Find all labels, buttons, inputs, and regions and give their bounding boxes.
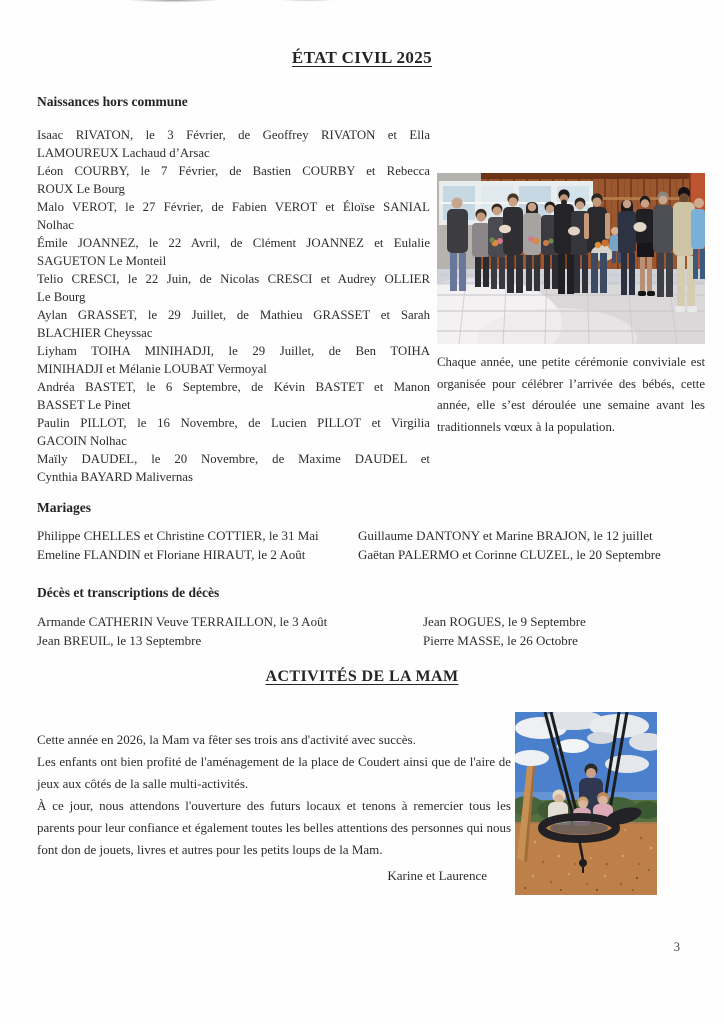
mam-paragraph: À ce jour, nous attendons l'ouverture des futurs locaux et tenons à remercier tous les parents pour leur confiance et également toutes les belles attentions des personnes qui nous font don de jouets, livres et autres pour les petits loups de la Mam.	[37, 798, 511, 857]
mam-section-title	[0, 668, 724, 686]
birth-entry	[37, 270, 430, 306]
birth-entry-line: Maïly DAUDEL, le 20 Novembre, de Maxime DAUDEL et	[37, 452, 430, 466]
ceremony-photo	[437, 173, 705, 344]
birth-entry	[37, 162, 430, 198]
deaths-left-column	[37, 613, 327, 650]
birth-entry-line: Andréa BASTET, le 6 Septembre, de Kévin BASTET et Manon	[37, 380, 430, 394]
marriage-entry: Philippe CHELLES et Christine COTTIER, le 31 Mai	[37, 528, 319, 543]
birth-entry-line: GACOIN Nolhac	[37, 434, 127, 448]
birth-entry-line: Aylan GRASSET, le 29 Juillet, de Mathieu GRASSET et Sarah	[37, 308, 430, 322]
deaths-right-column	[423, 613, 586, 650]
birth-entry-line: Paulin PILLOT, le 16 Novembre, de Lucien PILLOT et Virgilia	[37, 416, 430, 430]
birth-entry-line: Cynthia BAYARD Malivernas	[37, 470, 193, 484]
mam-paragraph: Cette année en 2026, la Mam va fêter ses trois ans d'activité avec succès.	[37, 732, 416, 747]
scan-artifact	[118, 0, 230, 5]
page-title-text: ÉTAT CIVIL 2025	[291, 48, 433, 67]
mam-signature: Karine et Laurence	[387, 868, 487, 883]
death-entry: Pierre MASSE, le 26 Octobre	[423, 632, 578, 648]
birth-entry-line: Telio CRESCI, le 22 Juin, de Nicolas CRESCI et Audrey OLLIER	[37, 272, 430, 286]
birth-entry	[37, 198, 430, 234]
birth-entry-line: BASSET Le Pinet	[37, 398, 131, 412]
birth-entry-line: Liyham TOIHA MINIHADJI, le 29 Juillet, de Ben TOIHA	[37, 344, 430, 358]
marriage-entry: Guillaume DANTONY et Marine BRAJON, le 12 juillet	[358, 528, 653, 543]
birth-entry-line: MINIHADJI et Mélanie LOUBAT Vermoyal	[37, 362, 267, 376]
birth-entry-line: Nolhac	[37, 218, 74, 232]
birth-entry-line: Malo VEROT, le 27 Février, de Fabien VEROT et Éloïse SANIAL	[37, 200, 430, 214]
section-heading-naissances: Naissances hors commune	[37, 94, 188, 109]
birth-entry	[37, 126, 430, 162]
birth-entry-line: Léon COURBY, le 7 Février, de Bastien COURBY et Rebecca	[37, 164, 430, 178]
birth-entry	[37, 306, 430, 342]
marriage-entry: Emeline FLANDIN et Floriane HIRAUT, le 2 Août	[37, 546, 306, 562]
mam-paragraph: Les enfants ont bien profité de l'aménagement de la place de Coudert ainsi que de l'aire de jeux aux côtés de la salle multi-activités.	[37, 754, 511, 791]
death-entry: Jean BREUIL, le 13 Septembre	[37, 632, 202, 648]
mam-section-title-text: ACTIVITÉS DE LA MAM	[265, 668, 459, 685]
swing-photo	[515, 712, 657, 895]
ceremony-caption: Chaque année, une petite cérémonie conviviale est organisée pour célébrer l’arrivée des bébés, cette année, elle s’est déroulée une semaine avant les traditionnels vœux à la population.	[437, 355, 705, 434]
scan-artifact	[272, 0, 342, 4]
birth-entry-line: Émile JOANNEZ, le 22 Avril, de Clément JOANNEZ et Eulalie	[37, 236, 430, 250]
birth-entry-line: BLACHIER Cheyssac	[37, 326, 153, 340]
birth-entry	[37, 234, 430, 270]
birth-entry	[37, 450, 430, 486]
section-heading-mariages: Mariages	[37, 500, 91, 515]
page-title	[0, 48, 724, 68]
birth-entry-line: ROUX Le Bourg	[37, 182, 125, 196]
marriages-right-column	[358, 527, 661, 564]
birth-entry-line: Le Bourg	[37, 290, 86, 304]
section-heading-deces: Décès et transcriptions de décès	[37, 585, 220, 600]
birth-entry	[37, 378, 430, 414]
birth-entry	[37, 414, 430, 450]
death-entry: Armande CATHERIN Veuve TERRAILLON, le 3 Août	[37, 614, 328, 629]
birth-entry	[37, 342, 430, 378]
mam-text	[37, 729, 511, 887]
death-entry: Jean ROGUES, le 9 Septembre	[423, 614, 586, 629]
marriage-entry: Gaëtan PALERMO et Corinne CLUZEL, le 20 Septembre	[358, 546, 661, 562]
marriages-left-column	[37, 527, 319, 564]
births-list	[37, 126, 430, 486]
birth-entry-line: Isaac RIVATON, le 3 Février, de Geoffrey RIVATON et Ella	[37, 128, 430, 142]
birth-entry-line: LAMOUREUX Lachaud d’Arsac	[37, 146, 210, 160]
page-number: 3	[673, 940, 680, 954]
birth-entry-line: SAGUETON Le Monteil	[37, 254, 167, 268]
